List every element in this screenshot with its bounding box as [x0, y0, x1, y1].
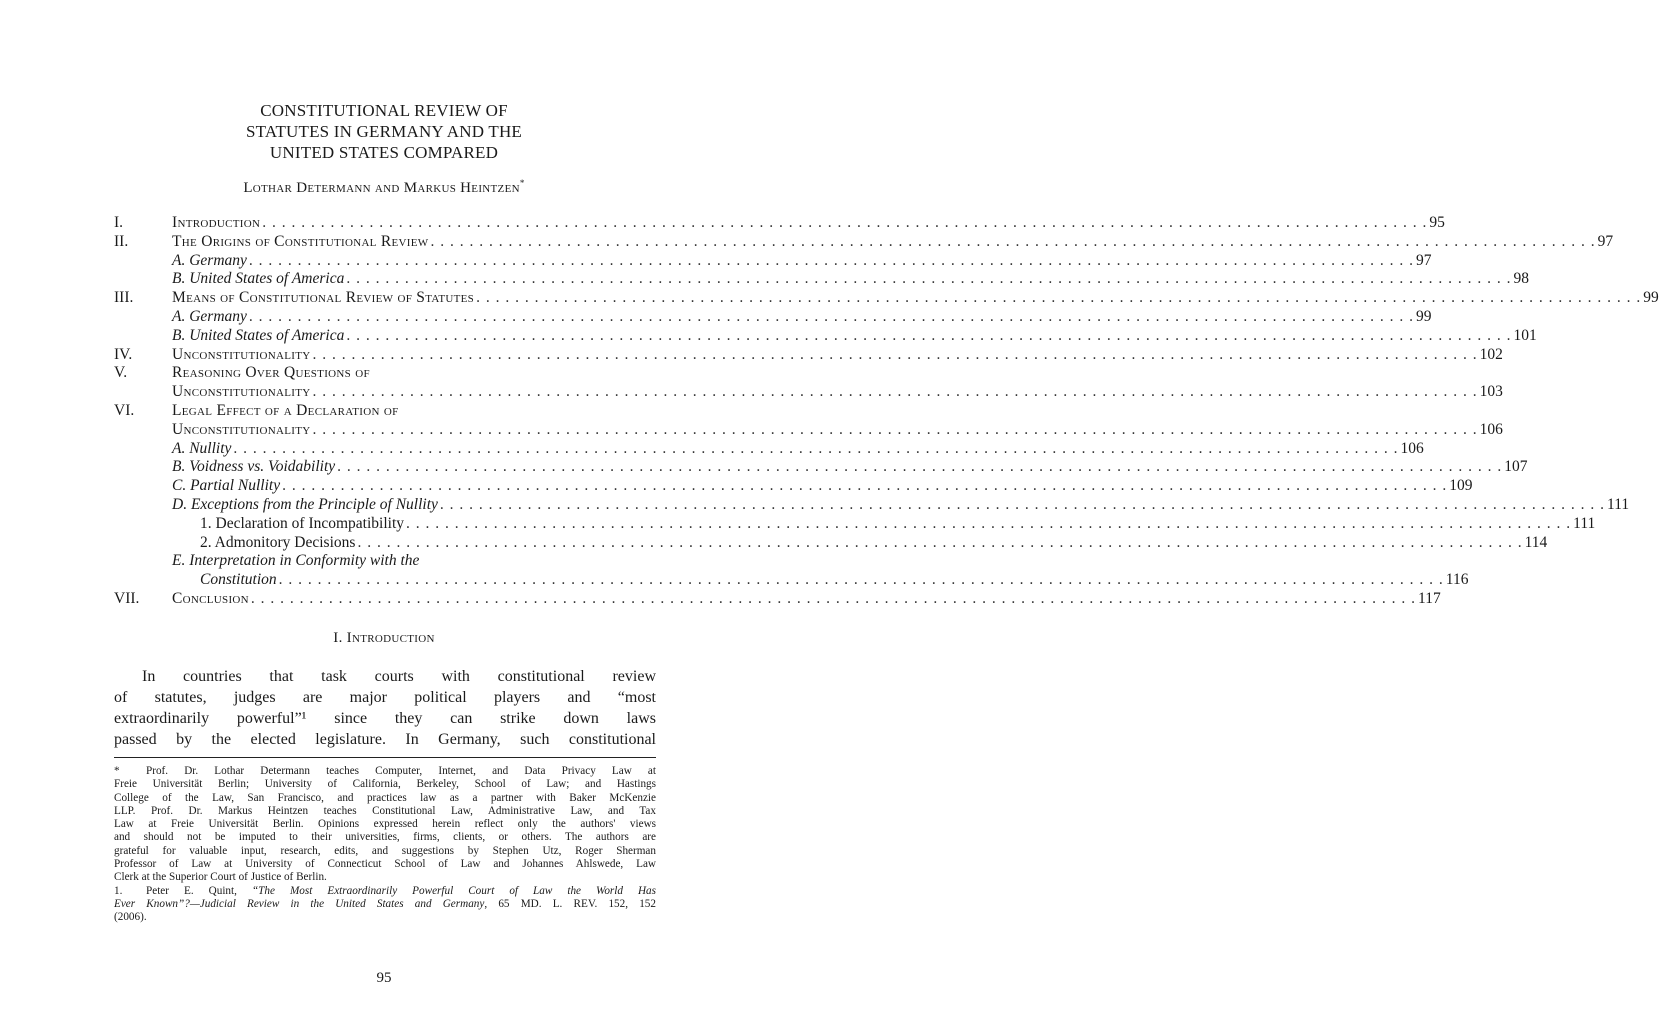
toc-entry	[114, 364, 656, 383]
toc-entry	[114, 214, 1445, 233]
toc-entry-label: B. Voidness vs. Voidability	[172, 458, 336, 476]
footnote-star-line: Freie Universität Berlin; University of California, Berkeley, School of Law; and Hastings	[114, 778, 656, 791]
toc-entry-page: 95	[1429, 214, 1445, 231]
footnote-star-mark: *	[114, 765, 120, 777]
toc-entry-page: 111	[1607, 495, 1630, 513]
footnote-one-title: Ever Known”?—Judicial Review in the United States and Germany	[114, 897, 485, 910]
toc-entry-label: Legal Effect of a Declaration of	[172, 401, 399, 419]
toc-entry-label: Means of Constitutional Review of Statutes	[172, 289, 475, 307]
toc-dot-leader: . . . . . . . . . . . . . . . . . . . . . . . . . . . . . . . . . . . . . . . . . . . . . . . . . . . . . . . . . . . . . . . . . . . . . . . . . . . . . . . . . . . . . . . . . . . . . . . . . . . . . . . . . . . . . . . . . . . . . . . .	[278, 571, 1444, 589]
toc-entry	[114, 251, 1432, 271]
toc-dot-leader: . . . . . . . . . . . . . . . . . . . . . . . . . . . . . . . . . . . . . . . . . . . . . . . . . . . . . . . . . . . . . . . . . . . . . . . . . . . . . . . . . . . . . . . . . . . . . . . . . . . . . . . . . . . . . . . . . . . . . . . .	[248, 251, 1415, 269]
article-authors	[0, 178, 768, 197]
toc-dot-leader: . . . . . . . . . . . . . . . . . . . . . . . . . . . . . . . . . . . . . . . . . . . . . . . . . . . . . . . . . . . . . . . . . . . . . . . . . . . . . . . . . . . . . . . . . . . . . . . . . . . . . . . . . . . . . . . . . . . . . . . .	[262, 214, 1428, 231]
toc-entry-label: Conclusion	[172, 589, 249, 607]
footnote-divider	[114, 757, 656, 758]
toc-entry-number: V.	[114, 364, 128, 382]
authors-text: Lothar Determann and Markus Heintzen	[243, 180, 520, 196]
toc-entry-label: C. Partial Nullity	[172, 477, 281, 495]
footnote-one-line	[114, 898, 656, 911]
toc-entry-label: D. Exceptions from the Principle of Nullity	[172, 495, 438, 513]
toc-entry-label: B. United States of America	[172, 270, 345, 288]
toc-entry-page: 103	[1479, 383, 1503, 401]
toc-entry	[114, 495, 1630, 515]
toc-dot-leader: . . . . . . . . . . . . . . . . . . . . . . . . . . . . . . . . . . . . . . . . . . . . . . . . . . . . . . . . . . . . . . . . . . . . . . . . . . . . . . . . . . . . . . . . . . . . . . . . . . . . . . . . . . . . . . . . . . . . . . . .	[312, 383, 1478, 401]
toc-entry-label: Unconstitutionality	[172, 383, 311, 401]
title-line: CONSTITUTIONAL REVIEW OF	[260, 101, 508, 120]
toc-entry-label: A. Germany	[172, 251, 247, 269]
footnote-star-line: LLP. Prof. Dr. Markus Heintzen teaches Constitutional Law, Administrative Law, and Tax	[114, 804, 656, 817]
toc-entry-page: 99	[1416, 307, 1432, 325]
toc-entry-number: III.	[114, 289, 134, 307]
toc-entry	[114, 345, 1503, 365]
body-paragraph	[114, 666, 656, 750]
body-line: of statutes, judges are major political players and “most	[114, 689, 656, 706]
toc-entry-label: Unconstitutionality	[172, 345, 311, 363]
toc-dot-leader: . . . . . . . . . . . . . . . . . . . . . . . . . . . . . . . . . . . . . . . . . . . . . . . . . . . . . . . . . . . . . . . . . . . . . . . . . . . . . . . . . . . . . . . . . . . . . . . . . . . . . . . . . . . . . . . . . . . . . . . .	[248, 307, 1415, 325]
toc-entry-label: Reasoning Over Questions of	[172, 364, 370, 382]
body-line: In countries that task courts with constitutional review	[142, 668, 656, 685]
toc-entry	[114, 533, 1548, 553]
toc-entry-page: 98	[1513, 270, 1529, 288]
toc-dot-leader: . . . . . . . . . . . . . . . . . . . . . . . . . . . . . . . . . . . . . . . . . . . . . . . . . . . . . . . . . . . . . . . . . . . . . . . . . . . . . . . . . . . . . . . . . . . . . . . . . . . . . . . . . . . . . . . . . . . . . . . .	[439, 495, 1606, 513]
toc-dot-leader: . . . . . . . . . . . . . . . . . . . . . . . . . . . . . . . . . . . . . . . . . . . . . . . . . . . . . . . . . . . . . . . . . . . . . . . . . . . . . . . . . . . . . . . . . . . . . . . . . . . . . . . . . . . . . . . . . . . . . . . .	[346, 326, 1512, 344]
toc-entry-number: I.	[114, 214, 124, 231]
footnote-one-line	[114, 885, 656, 898]
toc-entry	[114, 589, 1441, 609]
toc-dot-leader: . . . . . . . . . . . . . . . . . . . . . . . . . . . . . . . . . . . . . . . . . . . . . . . . . . . . . . . . . . . . . . . . . . . . . . . . . . . . . . . . . . . . . . . . . . . . . . . . . . . . . . . . . . . . . . . . . . . . . . . .	[282, 477, 1448, 495]
toc-entry-label: Introduction	[172, 214, 261, 231]
toc-entry-page: 111	[1573, 514, 1596, 532]
toc-dot-leader: . . . . . . . . . . . . . . . . . . . . . . . . . . . . . . . . . . . . . . . . . . . . . . . . . . . . . . . . . . . . . . . . . . . . . . . . . . . . . . . . . . . . . . . . . . . . . . . . . . . . . . . . . . . . . . . . . . . . . . . .	[430, 232, 1596, 250]
footnote-star-line: and should not be imputed to their universities, firms, clients, or others. The authors are	[114, 831, 656, 844]
toc-entry-label: B. United States of America	[172, 326, 345, 344]
footnote-star-line	[114, 765, 656, 778]
toc-dot-leader: . . . . . . . . . . . . . . . . . . . . . . . . . . . . . . . . . . . . . . . . . . . . . . . . . . . . . . . . . . . . . . . . . . . . . . . . . . . . . . . . . . . . . . . . . . . . . . . . . . . . . . . . . . . . . . . . . . . . . . . .	[250, 589, 1417, 607]
toc-entry-number: VI.	[114, 401, 135, 419]
toc-entry-label: Constitution	[200, 571, 277, 589]
footnote-one-line: (2006).	[114, 911, 147, 924]
toc-dot-leader: . . . . . . . . . . . . . . . . . . . . . . . . . . . . . . . . . . . . . . . . . . . . . . . . . . . . . . . . . . . . . . . . . . . . . . . . . . . . . . . . . . . . . . . . . . . . . . . . . . . . . . . . . . . . . . . . . . . . . . . .	[476, 289, 1642, 307]
toc-entry-label: Unconstitutionality	[172, 420, 311, 438]
toc-entry-label: E. Interpretation in Conformity with the	[172, 552, 420, 570]
toc-dot-leader: . . . . . . . . . . . . . . . . . . . . . . . . . . . . . . . . . . . . . . . . . . . . . . . . . . . . . . . . . . . . . . . . . . . . . . . . . . . . . . . . . . . . . . . . . . . . . . . . . . . . . . . . . . . . . . . . . . . . . . . .	[312, 420, 1478, 438]
toc-entry-label: 1. Declaration of Incompatibility	[200, 514, 405, 532]
body-line: extraordinarily powerful”¹ since they can strike down laws	[114, 710, 656, 727]
toc-entry-number: IV.	[114, 345, 133, 363]
toc-entry	[114, 552, 656, 571]
title-line: UNITED STATES COMPARED	[269, 143, 499, 162]
toc-entry	[114, 439, 1424, 459]
footnote-star-line: Professor of Law at University of Connecticut School of Law and Johannes Ahlswede, Law	[114, 858, 656, 871]
toc-entry-page: 106	[1479, 420, 1503, 438]
toc-entry-page: 99	[1643, 289, 1659, 307]
toc-entry-label: The Origins of Constitutional Review	[172, 232, 429, 250]
toc-dot-leader: . . . . . . . . . . . . . . . . . . . . . . . . . . . . . . . . . . . . . . . . . . . . . . . . . . . . . . . . . . . . . . . . . . . . . . . . . . . . . . . . . . . . . . . . . . . . . . . . . . . . . . . . . . . . . . . . . . . . . . . .	[312, 345, 1478, 363]
toc-entry-label: 2. Admonitory Decisions	[200, 533, 356, 551]
footnote-star-line: Law at Freie Universität Berlin. Opinions expressed herein reflect only the authors' views	[114, 818, 656, 831]
toc-entry-page: 97	[1416, 251, 1432, 269]
toc-entry	[114, 270, 1529, 289]
toc-entry-number: II.	[114, 232, 129, 250]
toc-entry	[114, 232, 1614, 252]
toc-entry-label: A. Nullity	[172, 439, 232, 457]
toc-dot-leader: . . . . . . . . . . . . . . . . . . . . . . . . . . . . . . . . . . . . . . . . . . . . . . . . . . . . . . . . . . . . . . . . . . . . . . . . . . . . . . . . . . . . . . . . . . . . . . . . . . . . . . . . . . . . . . . . . . . . . . . .	[357, 533, 1523, 551]
toc-entry	[114, 477, 1473, 496]
footnote-one-author: Peter E. Quint,	[146, 884, 237, 897]
toc-entry	[114, 420, 1503, 440]
toc-entry-page: 117	[1418, 589, 1441, 607]
toc-entry	[114, 383, 1503, 402]
toc-entry	[114, 514, 1596, 534]
toc-entry-page: 101	[1513, 326, 1537, 344]
footnote-one-cite: , 65 MD. L. REV. 152, 152	[484, 897, 656, 910]
footnote-star-line: grateful for valuable input, research, edits, and suggestions by Stephen Utz, Roger Sherman	[114, 844, 656, 857]
toc-entry-page: 107	[1504, 458, 1528, 476]
footnotes	[114, 765, 656, 925]
footnote-one-title: “The Most Extraordinarily Powerful Court of Law the World Has	[251, 884, 657, 897]
page-number: 95	[376, 970, 392, 986]
toc-entry	[114, 326, 1537, 346]
body-line: passed by the elected legislature. In Germany, such constitutional	[114, 731, 656, 748]
toc-dot-leader: . . . . . . . . . . . . . . . . . . . . . . . . . . . . . . . . . . . . . . . . . . . . . . . . . . . . . . . . . . . . . . . . . . . . . . . . . . . . . . . . . . . . . . . . . . . . . . . . . . . . . . . . . . . . . . . . . . . . . . . .	[337, 458, 1503, 476]
toc-entry-number: VII.	[114, 589, 140, 607]
toc-entry	[114, 571, 1469, 590]
toc-dot-leader: . . . . . . . . . . . . . . . . . . . . . . . . . . . . . . . . . . . . . . . . . . . . . . . . . . . . . . . . . . . . . . . . . . . . . . . . . . . . . . . . . . . . . . . . . . . . . . . . . . . . . . . . . . . . . . . . . . . . . . . .	[233, 439, 1399, 457]
toc-entry-page: 116	[1445, 571, 1469, 589]
footnote-one-mark: 1.	[114, 884, 123, 897]
toc-entry-page: 102	[1479, 345, 1503, 363]
toc-entry	[114, 458, 1528, 477]
footnote-star-line: Clerk at the Superior Court of Justice of Berlin.	[114, 871, 327, 884]
table-of-contents	[114, 214, 1659, 609]
toc-dot-leader: . . . . . . . . . . . . . . . . . . . . . . . . . . . . . . . . . . . . . . . . . . . . . . . . . . . . . . . . . . . . . . . . . . . . . . . . . . . . . . . . . . . . . . . . . . . . . . . . . . . . . . . . . . . . . . . . . . . . . . . .	[346, 270, 1512, 288]
section-heading: I. Introduction	[333, 630, 435, 646]
authors-footnote-mark: *	[519, 178, 525, 188]
toc-dot-leader: . . . . . . . . . . . . . . . . . . . . . . . . . . . . . . . . . . . . . . . . . . . . . . . . . . . . . . . . . . . . . . . . . . . . . . . . . . . . . . . . . . . . . . . . . . . . . . . . . . . . . . . . . . . . . . . . . . . . . . . .	[406, 514, 1572, 532]
toc-entry-page: 106	[1400, 439, 1424, 457]
toc-entry-page: 114	[1524, 533, 1548, 551]
toc-entry-page: 109	[1449, 477, 1473, 495]
toc-entry	[114, 307, 1432, 327]
title-line: STATUTES IN GERMANY AND THE	[245, 122, 523, 141]
toc-entry-label: A. Germany	[172, 307, 247, 325]
footnote-text: Prof. Dr. Lothar Determann teaches Computer, Internet, and Data Privacy Law at	[146, 765, 656, 777]
toc-entry-page: 97	[1597, 232, 1614, 250]
toc-entry	[114, 289, 1659, 308]
article-title	[0, 100, 768, 163]
toc-entry	[114, 402, 656, 421]
footnote-star-line: College of the Law, San Francisco, and practices law as a partner with Baker McKenzie	[114, 791, 656, 804]
